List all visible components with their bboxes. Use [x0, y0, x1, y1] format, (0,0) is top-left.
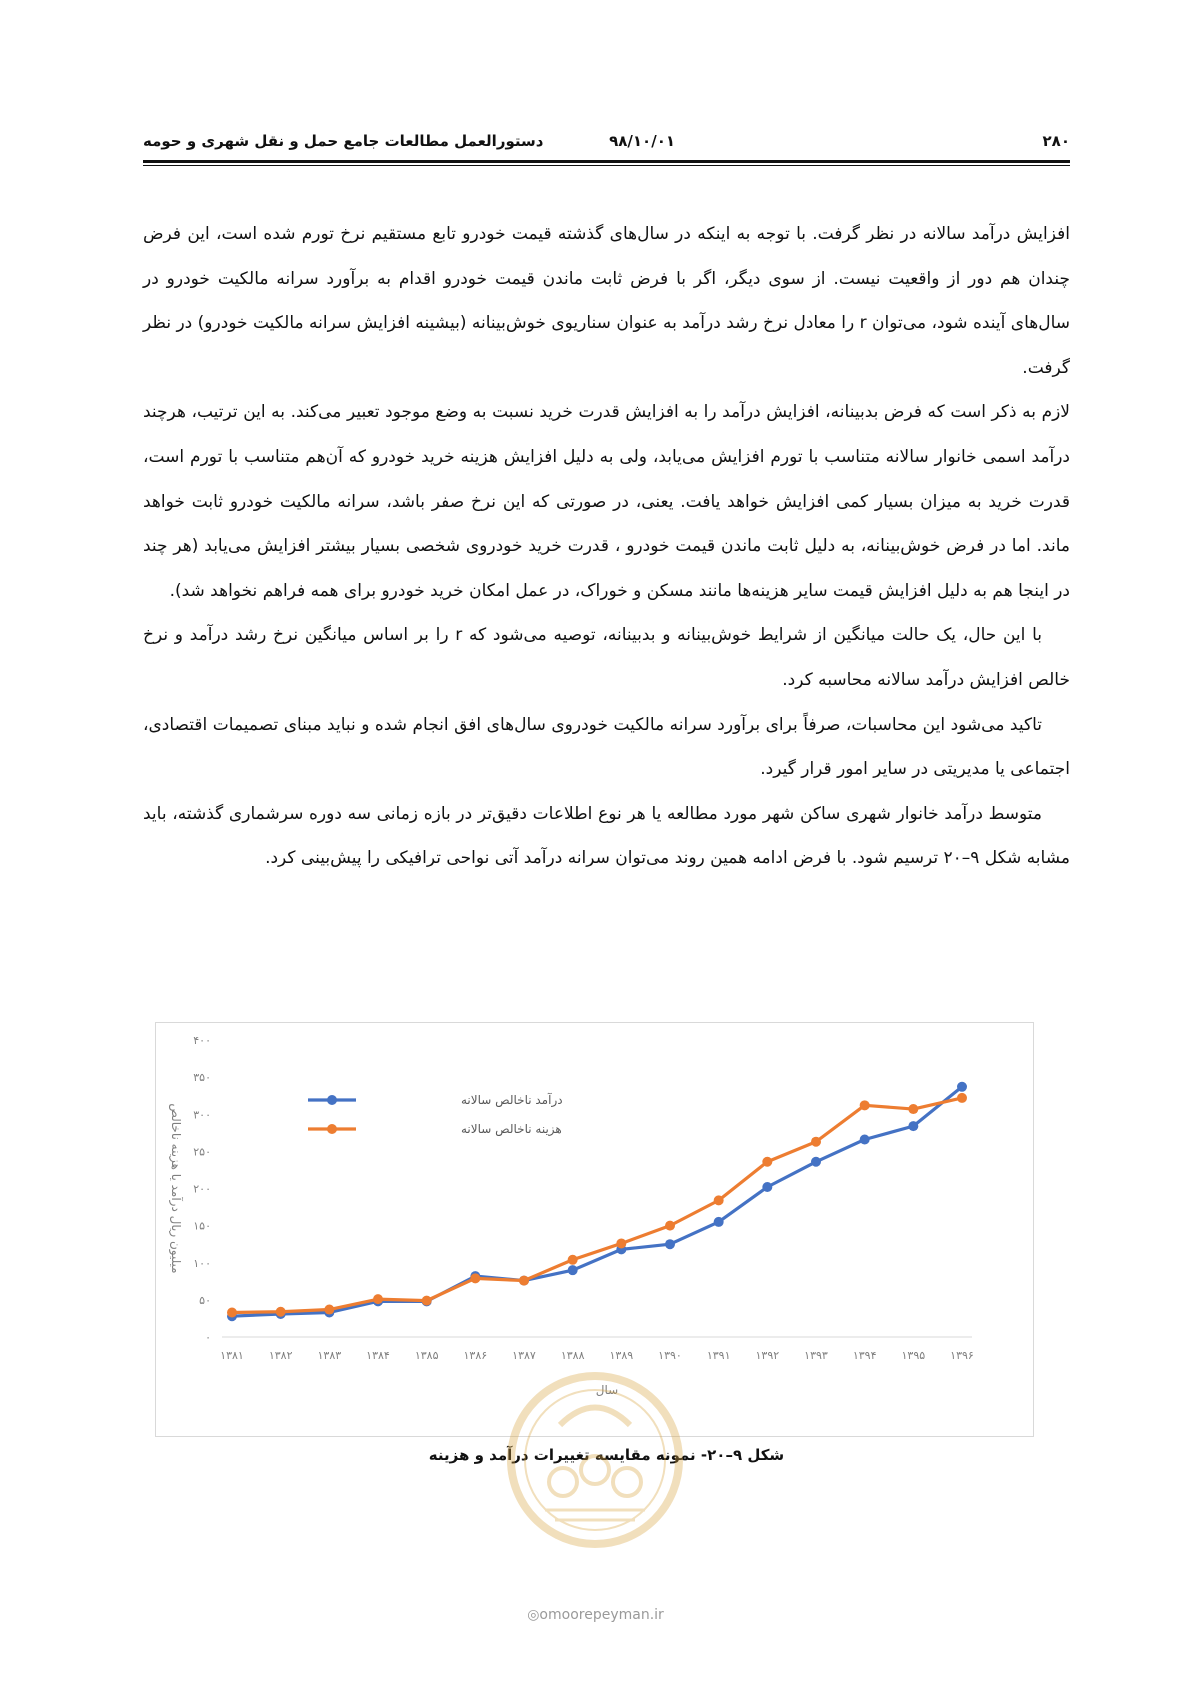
x-tick-label: ۱۳۸۲: [268, 1349, 293, 1362]
data-point: [811, 1137, 821, 1147]
page-header: [143, 128, 1070, 154]
data-point: [470, 1273, 480, 1283]
legend-label: هزینه ناخالص سالانه: [461, 1122, 562, 1136]
document-title: دستورالعمل مطالعات جامع حمل و نقل شهری و حومه: [143, 132, 544, 150]
data-point: [860, 1134, 870, 1144]
data-point: [568, 1265, 578, 1275]
figure-caption-text: - نمونه مقایسه تغییرات درآمد و هزینه: [428, 1446, 708, 1464]
header-rule: [143, 160, 1070, 163]
y-tick-label: ۲۵۰: [193, 1145, 211, 1159]
data-point: [373, 1294, 383, 1304]
data-point: [762, 1157, 772, 1167]
figure-label: شکل ۹–۲۰: [707, 1446, 785, 1464]
data-point: [276, 1307, 286, 1317]
y-axis-label: میلیون ریال درآمد یا هزینه ناخالص: [169, 1103, 183, 1274]
globe-icon: ◎: [527, 1607, 540, 1623]
x-tick-label: ۱۳۸۶: [463, 1349, 488, 1362]
data-point: [616, 1238, 626, 1248]
site-text: omoorepeyman.ir: [539, 1607, 664, 1623]
data-point: [227, 1307, 237, 1317]
data-point: [860, 1100, 870, 1110]
x-tick-label: ۱۳۹۵: [901, 1349, 926, 1362]
body-text: [143, 212, 1070, 881]
data-point: [762, 1182, 772, 1192]
x-tick-label: ۱۳۸۵: [414, 1349, 439, 1362]
data-point: [665, 1221, 675, 1231]
data-point: [811, 1157, 821, 1167]
x-tick-label: ۱۳۹۴: [852, 1349, 877, 1362]
y-tick-label: ۱۵۰: [193, 1219, 211, 1233]
data-point: [714, 1195, 724, 1205]
data-point: [665, 1239, 675, 1249]
data-point: [908, 1121, 918, 1131]
paragraph: افزایش درآمد سالانه در نظر گرفت. با توجه به اینکه در سال‌های گذشته قیمت خودرو تابع مستقیم نرخ تورم شده است، این فرض چندان هم دور از واقعیت نیست. از سوی دیگر، اگر با فرض ثابت ماندن قیمت خودرو اقدام به برآورد سرانه مالکیت خودرو در سال‌های آینده شود، می‌توان r را معادل نرخ رشد درآمد به عنوان سناریوی خوش‌بینانه (بیشینه افزایش سرانه مالکیت خودرو) در نظر گرفت.: [143, 224, 1070, 378]
paragraph: تاکید می‌شود این محاسبات، صرفاً برای برآورد سرانه مالکیت خودروی سال‌های افق انجام شده و نباید مبنای تصمیمات اقتصادی، اجتماعی یا مدیریتی در سایر امور قرار گیرد.: [143, 714, 1070, 780]
paragraph: لازم به ذکر است که فرض بدبینانه، افزایش درآمد را به افزایش قدرت خرید نسبت به وضع موجود تعبیر می‌کند. به این ترتیب، هرچند درآمد اسمی خانوار سالانه متناسب با تورم افزایش می‌یابد، ولی به دلیل افزایش هزینه خرید خودرو که آن‌هم متناسب با تورم است، قدرت خرید به میزان بسیار کمی افزایش خواهد یافت. یعنی، در صورتی که این نرخ صفر باشد، سرانه مالکیت خودرو ثابت خواهد ماند. اما در فرض خوش‌بینانه، به دلیل ثابت ماندن قیمت خودرو ، قدرت خرید خودروی شخصی بسیار بیشتر افزایش می‌یابد (هر چند در اینجا هم به دلیل افزایش قیمت سایر هزینه‌ها مانند مسکن و خوراک، در عمل امکان خرید خودرو برای همه فراهم نخواهد شد).: [143, 402, 1070, 601]
watermark-site: [0, 1607, 1191, 1623]
document-date: ۹۸/۱۰/۰۱: [609, 132, 675, 150]
data-point: [422, 1296, 432, 1306]
watermark-seal-logo: [505, 1370, 685, 1550]
y-tick-label: ۳۵۰: [193, 1071, 211, 1085]
x-tick-label: ۱۳۸۸: [560, 1349, 585, 1362]
x-tick-label: ۱۳۹۳: [804, 1349, 828, 1362]
y-tick-label: ۳۰۰: [193, 1108, 211, 1122]
paragraph: با این حال، یک حالت میانگین از شرایط خوش‌بینانه و بدبینانه، توصیه می‌شود که r را بر اساس میانگین نرخ رشد درآمد و نرخ خالص افزایش درآمد سالانه محاسبه کرد.: [143, 625, 1070, 690]
data-point: [957, 1082, 967, 1092]
header-rule-thin: [143, 165, 1070, 166]
x-tick-label: ۱۳۸۱: [220, 1349, 244, 1362]
y-tick-label: ۵۰: [199, 1293, 211, 1307]
y-tick-label: ۰: [205, 1331, 211, 1344]
data-point: [957, 1093, 967, 1103]
legend-marker: [327, 1095, 337, 1105]
data-point: [908, 1104, 918, 1114]
page-number: ۲۸۰: [1042, 132, 1070, 150]
data-point: [519, 1276, 529, 1286]
x-tick-label: ۱۳۹۰: [658, 1349, 682, 1362]
x-axis-label: سال: [595, 1383, 619, 1397]
x-tick-label: ۱۳۹۱: [706, 1349, 731, 1362]
y-tick-label: ۱۰۰: [193, 1256, 211, 1270]
legend-label: درآمد ناخالص سالانه: [461, 1093, 563, 1107]
x-tick-label: ۱۳۹۲: [755, 1349, 780, 1362]
x-tick-label: ۱۳۸۳: [317, 1349, 342, 1362]
data-point: [714, 1217, 724, 1227]
paragraph: متوسط درآمد خانوار شهری ساکن شهر مورد مطالعه یا هر نوع اطلاعات دقیق‌تر در بازه زمانی سه دوره سرشماری گذشته، باید مشابه شکل ۹–۲۰ ترسیم شود. با فرض ادامه همین روند می‌توان سرانه درآمد آتی نواحی ترافیکی را پیش‌بینی کرد.: [143, 803, 1070, 869]
x-tick-label: ۱۳۸۴: [366, 1349, 390, 1362]
x-tick-label: ۱۳۸۷: [512, 1349, 536, 1362]
y-tick-label: ۲۰۰: [193, 1182, 211, 1196]
data-point: [568, 1255, 578, 1265]
series-line-1: [232, 1087, 962, 1316]
y-tick-label: ۴۰۰: [193, 1034, 211, 1047]
x-tick-label: ۱۳۹۶: [950, 1349, 974, 1362]
legend-marker: [327, 1124, 337, 1134]
data-point: [324, 1305, 334, 1315]
x-tick-label: ۱۳۸۹: [609, 1349, 634, 1362]
